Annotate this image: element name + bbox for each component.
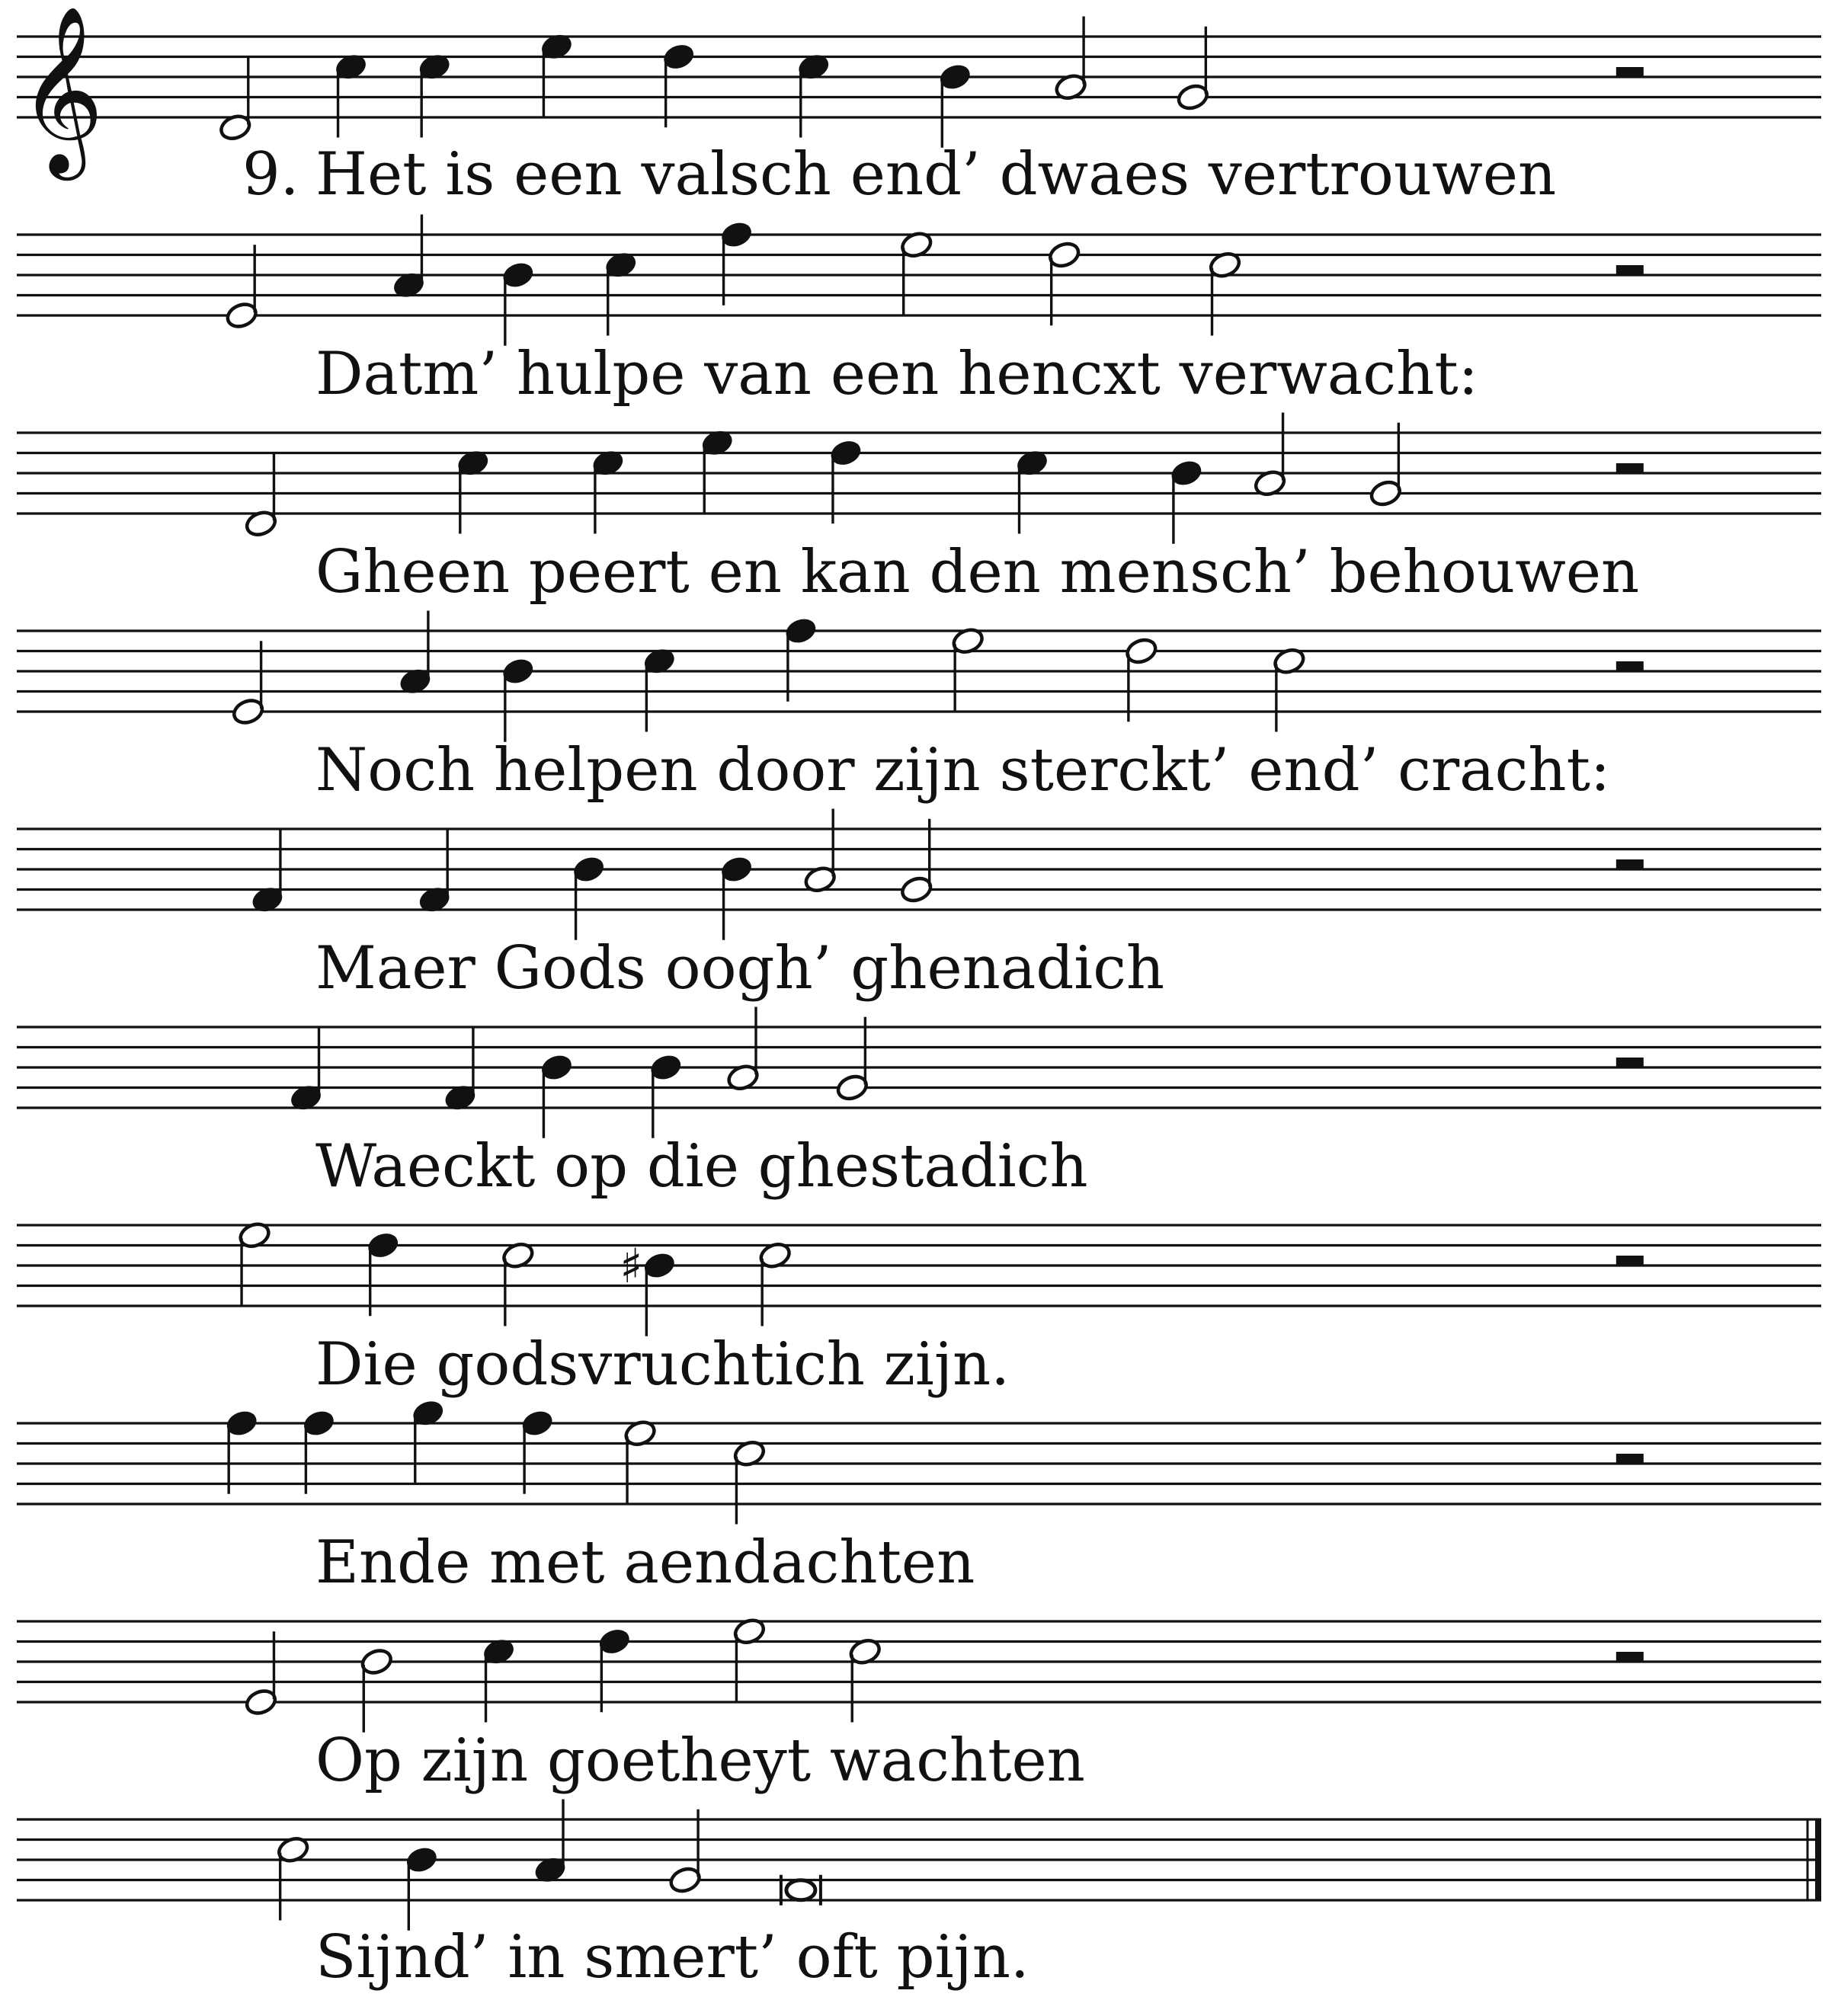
note: [482, 1637, 516, 1722]
note: [276, 1835, 310, 1920]
breve-head: [786, 1880, 815, 1900]
half-rest-icon: [1616, 265, 1644, 275]
note: [835, 1017, 869, 1102]
note: [244, 1631, 278, 1717]
note: [501, 656, 535, 741]
lyric-line: Gheen peert en kan den mensch’ behouwen: [315, 538, 1640, 606]
sharp-icon: ♯: [620, 1238, 643, 1294]
note: [899, 819, 933, 904]
note: [443, 1027, 477, 1112]
stave-system: [17, 1617, 1821, 1733]
lyric-line: Ende met aendachten: [315, 1528, 975, 1597]
note: [803, 809, 837, 894]
half-rest-icon: [1616, 661, 1644, 671]
note: [302, 1408, 336, 1493]
note: [244, 453, 278, 539]
lyric-line: Waeckt op die ghestadich: [315, 1132, 1088, 1201]
note: [1015, 448, 1049, 533]
note: [398, 611, 432, 696]
note: [540, 32, 574, 117]
half-rest-icon: [1616, 1256, 1644, 1266]
lyric-line: Het is een valsch end’ dwaes vertrouwen: [315, 140, 1557, 209]
stave-system: [17, 1007, 1821, 1138]
half-rest-icon: [1616, 1058, 1644, 1067]
note: [1272, 646, 1306, 731]
note: [719, 219, 754, 305]
note: [225, 245, 259, 330]
note: [225, 1408, 259, 1493]
note: [642, 646, 677, 731]
note: [732, 1438, 767, 1524]
note: [1169, 458, 1203, 543]
note: [366, 1230, 400, 1316]
stave-system: [17, 1398, 1821, 1524]
note: [757, 1240, 792, 1326]
note: [231, 641, 265, 726]
note: [623, 1419, 657, 1504]
note: [938, 62, 972, 147]
note: [899, 230, 933, 315]
note: [719, 854, 754, 939]
note: [501, 1240, 535, 1326]
half-rest-icon: [1616, 1652, 1644, 1662]
note: [732, 1617, 767, 1702]
note: [796, 52, 831, 137]
note: [828, 438, 863, 523]
note: [725, 1007, 760, 1093]
note: [540, 1052, 574, 1138]
note: [700, 428, 735, 514]
note: [501, 260, 535, 345]
note: [1176, 27, 1210, 112]
note: [950, 626, 985, 712]
note: [533, 1800, 567, 1885]
lyric-line: Sijnd’ in smert’ oft pijn.: [315, 1923, 1029, 1992]
stave-system: [17, 1221, 1821, 1336]
lyric-line: Die godsvruchtich zijn.: [315, 1330, 1010, 1399]
note: [1253, 413, 1287, 498]
note: [289, 1027, 323, 1112]
note: [604, 250, 638, 335]
note: [456, 448, 490, 533]
note: [783, 616, 818, 701]
note: [591, 448, 625, 533]
note: [250, 829, 284, 914]
note: [405, 1845, 439, 1930]
note: [1208, 250, 1242, 335]
stave-system: [17, 611, 1821, 742]
note: [1124, 636, 1158, 722]
note: [218, 57, 252, 142]
note: [418, 829, 452, 914]
note: [620, 1238, 677, 1336]
stave-system: [17, 809, 1821, 940]
note: [392, 215, 426, 300]
note: [572, 854, 606, 939]
note: [334, 52, 368, 137]
half-rest-icon: [1616, 67, 1644, 77]
lyric-line: Op zijn goetheyt wachten: [315, 1726, 1085, 1795]
note: [418, 52, 452, 137]
note: [648, 1052, 683, 1138]
note: [668, 1810, 702, 1895]
half-rest-icon: [1616, 1454, 1644, 1464]
stave-system: [17, 413, 1821, 544]
verse-number: 9.: [242, 140, 299, 209]
treble-clef-icon: 𝄞: [18, 5, 104, 173]
half-rest-icon: [1616, 463, 1644, 473]
note: [848, 1637, 882, 1722]
stave-system: [17, 215, 1821, 346]
half-rest-icon: [1616, 859, 1644, 869]
note: [520, 1408, 554, 1493]
note: [661, 42, 696, 127]
stave-system: [17, 1800, 1821, 1931]
lyric-line: Datm’ hulpe van een hencxt verwacht:: [315, 340, 1478, 408]
note: [1047, 240, 1081, 325]
note: [411, 1398, 445, 1483]
note: [360, 1646, 394, 1732]
note: [1369, 423, 1403, 508]
note: [1053, 17, 1087, 102]
lyric-line: Noch helpen door zijn sterckt’ end’ cracht:: [315, 736, 1611, 805]
lyric-line: Maer Gods oogh’ ghenadich: [315, 934, 1165, 1003]
note: [237, 1221, 271, 1306]
note: [597, 1627, 632, 1712]
